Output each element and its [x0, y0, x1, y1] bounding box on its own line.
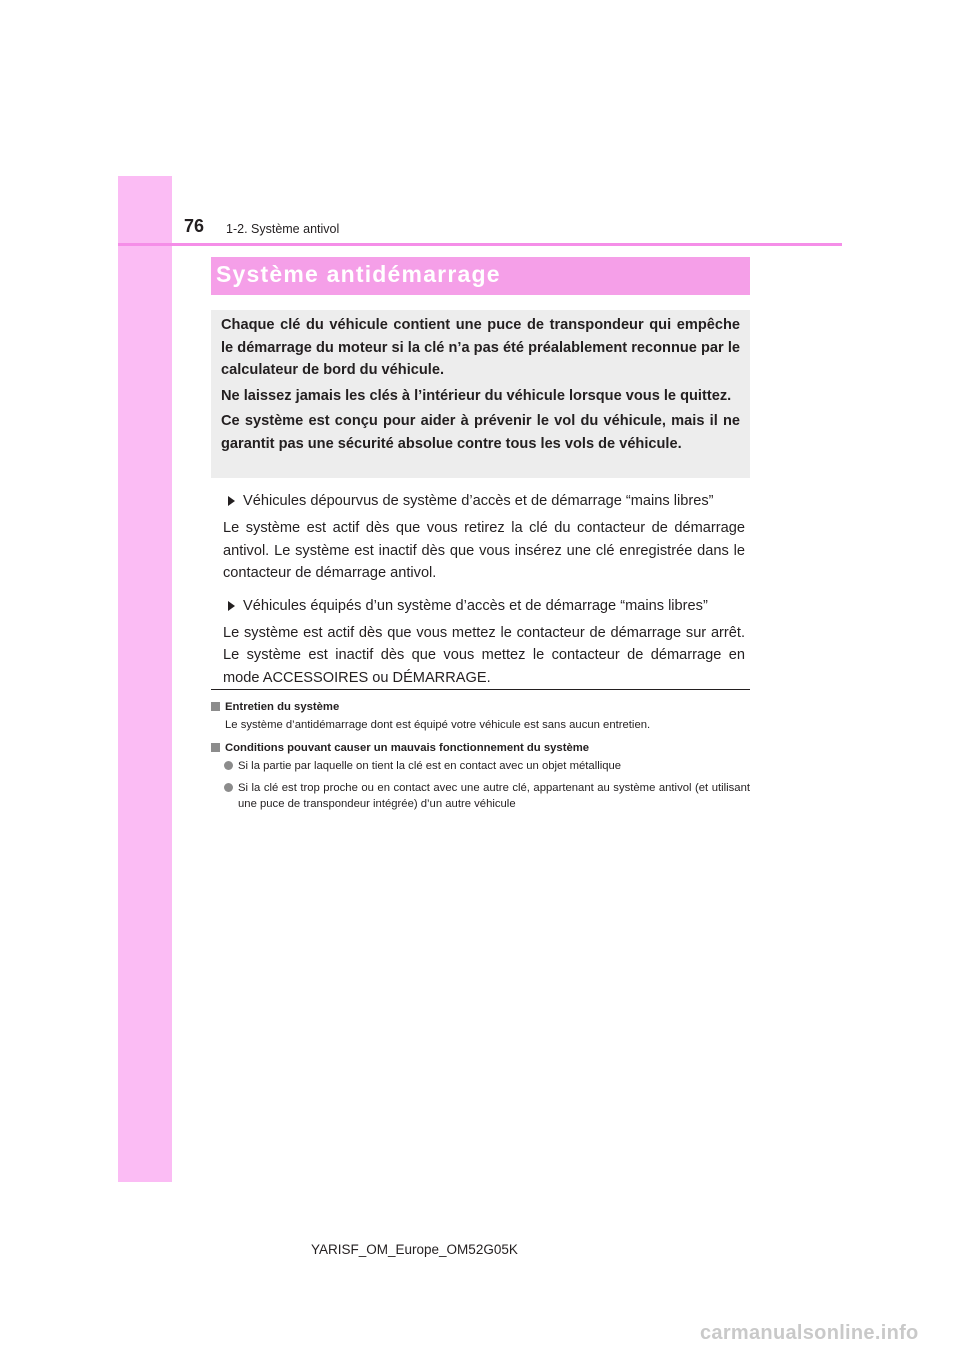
note-bullet	[211, 758, 750, 774]
note-text-maintenance: Le système d’antidémarrage dont est équipé votre véhicule est sans aucun entretien.	[225, 719, 651, 731]
note-bullet-text: Si la partie par laquelle on tient la clé est en contact avec un objet métallique	[238, 760, 622, 772]
note-heading-malfunction	[211, 740, 750, 756]
square-bullet-icon	[211, 743, 220, 752]
chapter-side-tab	[118, 176, 172, 1182]
watermark-link[interactable]: carmanualsonline.info	[700, 1322, 919, 1344]
circle-bullet-icon	[224, 761, 233, 770]
note-heading-maintenance	[211, 699, 750, 715]
page-number: 76	[184, 216, 205, 236]
intro-paragraph: Ce système est conçu pour aider à prévenir le vol du véhicule, mais il ne garantit pas une sécurité absolue contre tous les vols de véhicule.	[221, 413, 740, 452]
variant-heading-label: Véhicules dépourvus de système d’accès et de démarrage “mains libres”	[243, 493, 714, 509]
intro-paragraph: Chaque clé du véhicule contient une puce de transpondeur qui empêche le démarrage du moteur si la clé n’a pas été préalablement reconnue par le calculateur de bord du véhicule.	[221, 317, 740, 379]
section-title: 1-2. Système antivol	[226, 222, 340, 236]
note-heading-label: Entretien du système	[225, 701, 340, 713]
variant-text: Le système est actif dès que vous mettez le contacteur de démarrage sur arrêt. Le système est inactif dès que vous mettez le contacteur de démarrage en mode ACCESSOIRES ou DÉMARRAGE.	[223, 624, 745, 686]
circle-bullet-icon	[224, 783, 233, 792]
document-code-footer: YARISF_OM_Europe_OM52G05K	[311, 1242, 518, 1257]
notes-section	[211, 699, 750, 818]
note-bullet	[211, 780, 750, 812]
intro-paragraph: Ne laissez jamais les clés à l’intérieur du véhicule lorsque vous le quittez.	[221, 387, 732, 404]
header-rule	[118, 243, 842, 246]
variant-heading	[223, 595, 745, 617]
body-content	[223, 490, 745, 700]
triangle-bullet-icon	[228, 601, 235, 611]
intro-box	[211, 310, 750, 478]
note-bullet-text: Si la clé est trop proche ou en contact avec une autre clé, appartenant au système antivol (et utilisant une puce de transpondeur intégrée) d’un autre véhicule	[238, 782, 750, 810]
variant-heading-label: Véhicules équipés d’un système d’accès et de démarrage “mains libres”	[243, 597, 708, 614]
triangle-bullet-icon	[228, 496, 235, 506]
page-title: Système antidémarrage	[216, 261, 501, 287]
variant-heading	[223, 490, 745, 512]
square-bullet-icon	[211, 702, 220, 711]
note-heading-label: Conditions pouvant causer un mauvais fonctionnement du système	[225, 742, 590, 754]
variant-text: Le système est actif dès que vous retirez la clé du contacteur de démarrage antivol. Le système est inactif dès que vous insérez une clé enregistrée dans le contacteur de démarrage antivol.	[223, 520, 745, 582]
notes-divider	[211, 689, 750, 690]
